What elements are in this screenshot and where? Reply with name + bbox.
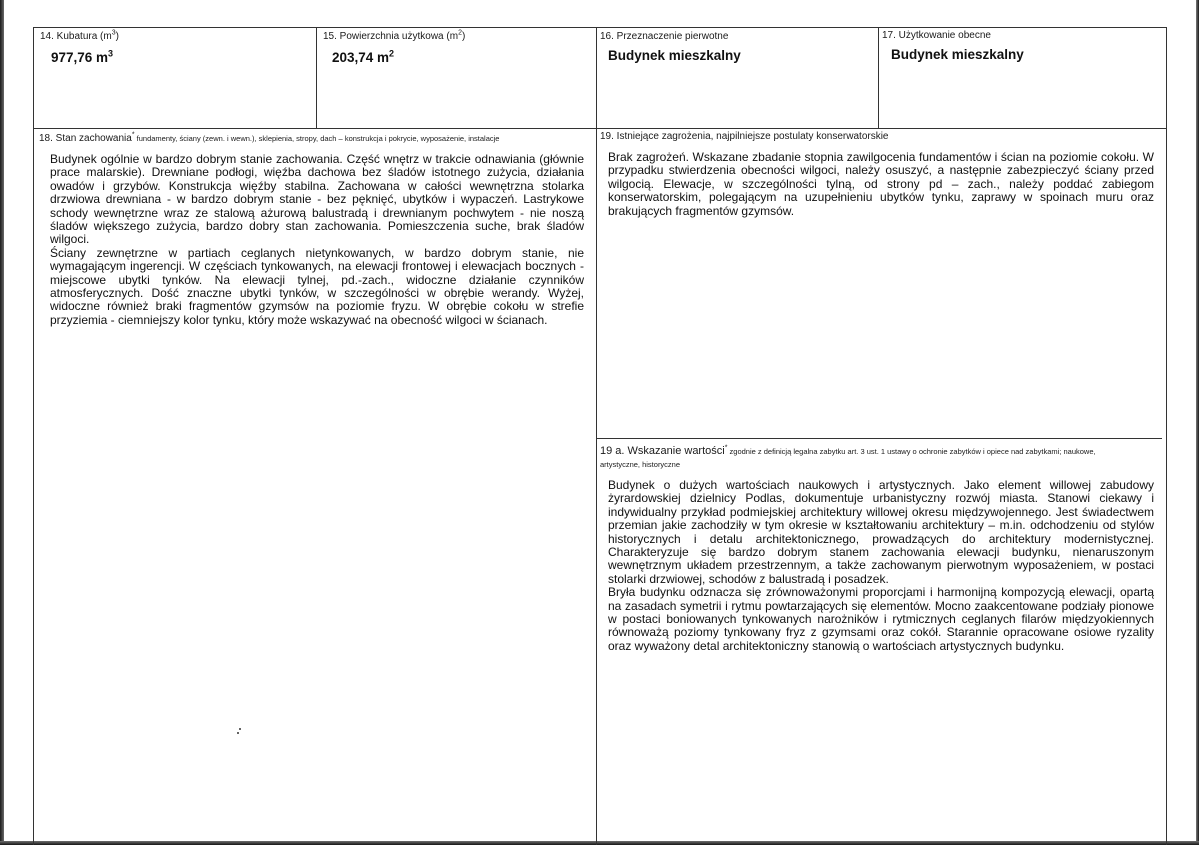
field-18-paragraph: Budynek ogólnie w bardzo dobrym stanie zachowania. Część wnętrz w trakcie odnawiania (głównie prace malarskie). Drewniane podłogi, więźba dachowa bez śladów istotnego zużycia, działania owadów i grzybów. Konstrukcja więźby stabilna. Zachowana w całości wewnętrzna stolarka drzwiowa drewniana - w bardzo dobrym stanie - bez pęknięć, ubytków i wypaczeń. Lastrykowe schody wewnętrzne wraz ze stalową ażurową balustradą i drewnianym pochwytem - nie noszą śladów większego zużycia, bardzo dobry stan zachowania. Pomieszczenia suche, brak śladów wilgoci. — [50, 152, 584, 247]
scan-edge-left — [0, 0, 4, 845]
field-18-label-star: * — [131, 131, 135, 139]
field-19a-label-text: 19 a. Wskazanie wartości — [600, 445, 725, 457]
field-16-label: 16. Przeznaczenie pierwotne — [600, 31, 729, 42]
field-14-label-text: 14. Kubatura (m — [40, 31, 112, 42]
field-14-label-sup: 3 — [111, 29, 116, 37]
field-19a-label-line2 — [600, 459, 680, 471]
scan-ink-speck — [237, 728, 241, 734]
row-divider-line — [33, 128, 1166, 129]
field-19-label: 19. Istniejące zagrożenia, najpilniejsze postulaty konserwatorskie — [600, 131, 889, 142]
col-divider-line-2 — [596, 27, 597, 845]
left-border-line — [33, 27, 34, 845]
field-19a-label-detail2: artystyczne, historyczne — [600, 460, 681, 469]
field-15-label-text: 15. Powierzchnia użytkowa (m — [323, 31, 459, 42]
field-14-value — [51, 50, 113, 65]
field-15-value-sup: 2 — [389, 48, 395, 59]
field-18-label-text: 18. Stan zachowania — [39, 133, 132, 144]
field-19a-text — [608, 479, 1154, 653]
field-19a-paragraph: Bryła budynku odznacza się zrównoważonymi proporcjami i harmonijną kompozycją elewacji, opartą na zasadach symetrii i rytmu powtarzających się elementów. Mocno zaakcentowane podziały pionowe w postaci boniowanych tynkowanych narożników i rytmicznych ceglanych filarów międzyokiennych równoważą poziomy tynkowany fryz z gzymsami oraz cokół. Starannie opracowane osiowe ryzality oraz wyważony detal architektoniczny stanowią o wartościach artystycznych budynku. — [608, 585, 1154, 653]
field-15-label — [323, 31, 465, 43]
field-19-text — [608, 151, 1154, 218]
field-14-label — [40, 31, 119, 43]
field-16-value: Budynek mieszkalny — [608, 48, 741, 63]
field-14-value-text: 977,76 m — [51, 50, 109, 65]
field-15-value — [332, 50, 394, 65]
field-14-value-sup: 3 — [108, 48, 114, 59]
field-15-label-sup: 2 — [458, 29, 462, 37]
field-18-paragraph: Ściany zewnętrzne w partiach ceglanych nietynkowanych, w bardzo dobrym stanie, nie wymagającym ingerencji. W częściach tynkowanych, na elewacji frontowej i elewacjach bocznych - miejscowe ubytki tynków. Na elewacji tylnej, pd.-zach., widoczne działanie czynników atmosferycznych. Dość znaczne ubytki tynków, w szczególności w obrębie werandy. Wyżej, widoczne również braki fragmentów gzymsów na poziomie fryzu. W obrębie cokołu w strefie przyziemia - ciemniejszy kolor tynku, który może wskazywać na obecność wilgoci w ścianach. — [50, 245, 584, 327]
top-border-line — [33, 27, 1166, 28]
field-18-label-detail: fundamenty, ściany (zewn. i wewn.), sklepienia, stropy, dach – konstrukcja i pokrycie, wyposażenie, instalacje — [134, 134, 500, 143]
field-19a-label-detail: zgodnie z definicją legalna zabytku art. 3 ust. 1 ustawy o ochronie zabytków i opiece nad zabytkami; naukowe, — [727, 447, 1096, 456]
field-15-label-close: ) — [461, 31, 466, 42]
field-18-text — [50, 153, 584, 327]
field-14-label-close: ) — [115, 31, 119, 42]
field-15-value-text: 203,74 m — [332, 50, 390, 65]
field-17-value: Budynek mieszkalny — [891, 47, 1024, 62]
right-border-line — [1166, 27, 1167, 845]
field-19-paragraph: Brak zagrożeń. Wskazane zbadanie stopnia zawilgocenia fundamentów i ścian na poziomie cokołu. W przypadku stwierdzenia obecności wilgoci, należy osuszyć, a następnie zabezpieczyć ściany przed wilgocią. Elewacje, w szczególności tylną, od strony pd – zach., należy poddać zabiegom konserwatorskim, polegającym na uzupełnieniu ubytków tynku, zaprawy w spoinach muru oraz brakujących fragmentów gzymsów. — [608, 150, 1154, 218]
field-18-label — [39, 133, 499, 145]
col-divider-line-3 — [878, 27, 879, 129]
field-19a-label — [600, 445, 1096, 458]
field-17-label: 17. Użytkowanie obecne — [882, 30, 991, 41]
field-19a-label-star: * — [724, 444, 728, 452]
scan-edge-bottom — [0, 841, 1199, 845]
section-19a-divider-line — [596, 438, 1162, 439]
col-divider-line-1 — [316, 27, 317, 129]
field-19a-paragraph: Budynek o dużych wartościach naukowych i artystycznych. Jako element willowej zabudowy żyrardowskiej dzielnicy Podlas, dokumentuje urbanistyczny rozwój miasta. Stanowi ciekawy i indywidualny przykład podmiejskiej architektury willowej okresu międzywojennego. Jest świadectwem przemian jakie zachodziły w tym okresie w kształtowaniu architektury – m.in. odchodzeniu od stylów historycznych i detalu architektonicznego, prowadzących do architektury modernistycznej. Charakteryzuje się bardzo dobrym stanem zachowania elewacji budynku, nienaruszonym wewnętrznym układem przestrzennym, a także zachowanym pierwotnym wyposażeniem, w postaci stolarki drzwiowej, schodów z balustradą i posadzek. — [608, 478, 1154, 586]
